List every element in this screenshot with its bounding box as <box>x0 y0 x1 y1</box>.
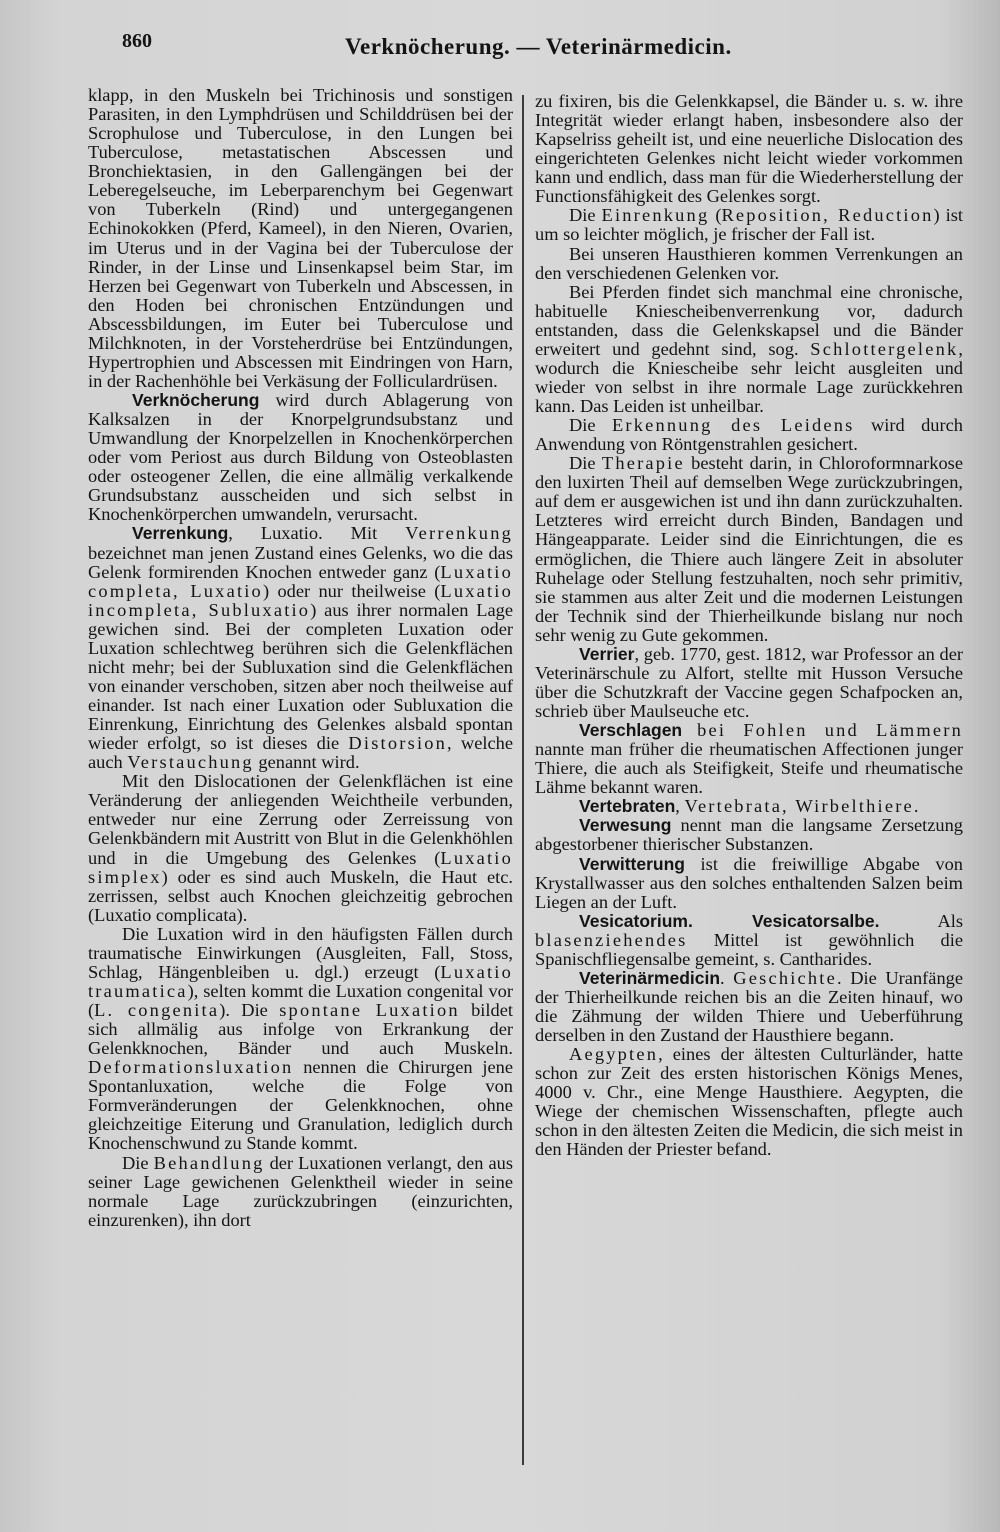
spaced-term: Luxatio incompleta, Subluxatio <box>88 580 513 620</box>
spaced-term: Luxatio completa, Luxatio <box>88 561 513 601</box>
spaced-term: spontane Luxation <box>279 1000 460 1020</box>
spaced-term: Luxatio simplex <box>88 847 513 887</box>
spaced-term: Schlottergelenk <box>810 338 959 359</box>
paragraph-erkennung <box>535 416 963 454</box>
entry-verwesung <box>535 816 963 854</box>
text-run: ( <box>709 205 722 226</box>
spaced-term: Therapie <box>601 453 685 474</box>
paragraph-hausthiere: Bei unseren Hausthieren kommen Verrenkungen an den verschiedenen Gelenken vor. <box>535 243 963 283</box>
text-run: Die <box>122 1152 154 1173</box>
text-run: , welche auch <box>88 733 513 773</box>
column-divider <box>522 95 524 1465</box>
spaced-term: Reposition, Reduction <box>721 205 934 226</box>
text-run: genannt wird. <box>253 752 360 773</box>
headword: Verwesung <box>579 815 672 836</box>
spaced-term: Einrenkung <box>601 205 710 226</box>
entry-verwitterung <box>535 855 963 912</box>
paragraph-continuation: klapp, in den Muskeln bei Trichinosis und sonstigen Parasiten, in den Lymphdrüsen und Schilddrüsen bei der Scrophulose und Tuberculose, in den Lungen bei Tuberculose, metastatischen Abscessen und Bronchiektasien, in den Gallengängen bei der Leberegelseuche, im Leberparenchym bei Gegenwart von Tuberkeln (Rind) und untergegangenen Echinokokken (Pferd, Kameel), in den Nieren, Ovarien, im Uterus und in der Vagina bei der Tuberculose der Rinder, in der Linse und Linsenkapsel beim Star, im Herzen bei Gegenwart von Tuberkeln und Abscessen, in den Hoden bei chronischen Entzündungen und Abscessbildungen, im Euter bei Tuberculose und Milchknoten, in der Vorsteherdrüse bei Entzündungen, Hypertrophien und Abscessen mit Eindringen von Harn, in der Rachenhöhle bei Verkäsung der Folliculardrüsen. <box>88 85 513 391</box>
headword: Verrenkung <box>132 523 229 544</box>
text-run: Mit den Dislocationen der Gelenkflächen ist eine Veränderung der anliegenden Weichtheile verbunden, entweder nur eine Zerrung oder Zerreissung von Gelenkbändern mit Austritt von Blut in die Gelenkhöhlen und in die Umgebung des Gelenkes ( <box>88 771 513 868</box>
headword: Verrier <box>579 643 635 664</box>
paragraph-einrenkung <box>535 206 963 244</box>
text-run: Die <box>569 453 602 474</box>
text-run: bildet sich allmälig aus infolge von Erkrankung der Gelenkknochen, Bänder und auch Muskeln. <box>88 1000 513 1059</box>
text-run: der Luxationen verlangt, den aus seiner Lage gewichenen Gelenktheil wieder in seine normale Lage zurückzubringen (einzurichten, einzurenken), ihn dort <box>88 1152 513 1230</box>
paragraph-dislocationen <box>88 772 513 925</box>
spaced-term: bei Fohlen und Lämmern <box>697 720 963 741</box>
spaced-term: Aegypten <box>569 1044 659 1065</box>
text-run: . <box>913 796 919 817</box>
spaced-term: Verrenkung <box>405 523 513 544</box>
text-run: nennen die Chirurgen jene Spontanluxation, welche die Folge von Formveränderungen der Gelenkknochen, ohne gleichzeitige Eiterung und Granulation, lediglich durch Knochenschwund zu Stande kommt. <box>88 1057 513 1154</box>
headword: Verschlagen <box>579 720 683 741</box>
text-run: Die Luxation wird in den häufigsten Fällen durch traumatische Einwirkungen (Ausgleiten, Fall, Stoss, Schlag, Hängenbleiben u. dgl.) erzeugt ( <box>88 923 513 982</box>
spaced-term: Verstauchung <box>127 752 254 773</box>
text-run: . Die Uranfänge der Thierheilkunde reichen bis an die Zeiten hinauf, wo die Zähmung der wilden Thiere und Ueberführung derselben in den Zustand der Hausthiere begann. <box>535 967 963 1046</box>
paragraph-aegypten <box>535 1045 963 1159</box>
headword: Verwitterung <box>579 853 685 874</box>
spaced-term: Erkennung des Leidens <box>612 415 855 436</box>
text-run: Als <box>879 910 963 931</box>
entry-vertebraten <box>535 797 963 816</box>
text-run: besteht darin, in Chloroformnarkose den luxirten Theil auf demselben Wege zurückzubringen, auf dem er ausgewichen ist und ihn dann zurückzuhalten. Letzteres wird erreicht durch Binden, Bandagen und Hängeapparate. Leider sind die Einrichtungen, die es ermöglichen, die Thiere auch längere Zeit in absoluter Ruhelage oder Stellung festzuhalten, noch sehr primitiv, sie stammen aus alter Zeit und die modernen Leistungen der Technik sind der Thierheilkunde bislang nur noch sehr wenig zu Gute gekommen. <box>535 453 963 645</box>
text-run <box>682 720 697 740</box>
paragraph-continuation: zu fixiren, bis die Gelenkkapsel, die Bänder u. s. w. ihre Integrität wieder erlangt haben, insbesondere also der Kapselriss geheilt ist, und eine neuerliche Dislocation des eingerichteten Gelenkes nicht leicht wieder vorkommen kann und endlich, dass man für die Wiederherstellung der Functionsfähigkeit des Gelenkes sorgt. <box>535 91 963 207</box>
page-header <box>0 26 1000 66</box>
headword: Verknöcherung <box>132 390 260 410</box>
entry-verrier <box>535 645 963 721</box>
text-run: ), selten kommt die Luxation congenital vor ( <box>88 980 513 1020</box>
entry-text: , geb. 1770, gest. 1812, war Professor an der Veterinärschule zu Alfort, stellte mit Husson Versuche über die Schutzkraft der Vaccine gegen Schafpocken an, schrieb über Maulseuche etc. <box>535 643 963 721</box>
running-head: Verknöcherung. — Veterinärmedicin. <box>345 34 732 59</box>
entry-verknoecherung <box>88 391 513 524</box>
entry-veterinaermedicin <box>535 969 963 1045</box>
spaced-term: L. congenita <box>94 1000 220 1020</box>
headword: Vesicatorium. Vesicatorsalbe. <box>579 910 880 931</box>
headword: Veterinärmedicin <box>579 967 721 988</box>
text-run: , Luxatio. Mit <box>228 523 406 544</box>
text-run: Bei Pferden findet sich manchmal eine chronische, habituelle Kniescheibenverrenkung vor, dadurch entstanden, dass die Gelenkskapsel und die Bänder erweitert und gedehnt sind, sog. <box>535 281 963 359</box>
text-run: . <box>720 967 734 988</box>
entry-verschlagen <box>535 721 963 797</box>
spaced-term: Geschichte <box>733 967 837 988</box>
text-run: ) oder nur theilweise ( <box>262 580 441 601</box>
entry-text: wird durch Ablagerung von Kalksalzen in der Knorpelgrundsubstanz und Umwandlung der Knorpelzellen in Knochenkörperchen oder vom Periost aus durch Bildung von Osteoblasten oder osteogener Zellen, die eine allmälig verkalkende Grundsubstanz ausscheiden und sich selbst in Knochenkörperchen umwandeln, verursacht. <box>88 390 513 525</box>
text-run: Mittel ist gewöhnlich die Spanischfliegensalbe gemeint, s. Cantharides. <box>535 929 963 969</box>
text-run: wird durch Anwendung von Röntgenstrahlen gesichert. <box>535 415 963 455</box>
spaced-term: Vertebrata, Wirbelthiere <box>684 796 914 817</box>
spaced-term: blasenziehendes <box>535 929 688 950</box>
text-run: nannte man früher die rheumatischen Affectionen junger Thiere, die auch als Steifigkeit, Steife und rheumatische Lähme bekannt waren. <box>535 739 963 798</box>
entry-vesicatorium <box>535 912 963 969</box>
paragraph-therapie <box>535 454 963 645</box>
paragraph-luxation <box>88 925 513 1154</box>
paragraph-pferde <box>535 283 963 416</box>
spaced-term: Luxatio traumatica <box>88 961 513 1001</box>
paragraph-behandlung <box>88 1154 513 1230</box>
text-run: ) aus ihrer normalen Lage gewichen sind. Bei der completen Luxation oder Luxation schlechtweg berühren sich die Gelenkflächen nicht mehr; bei der Subluxation sind die Gelenkflächen von einander verschoben, sitzen aber noch theilweise auf einander. Ist nach einer Luxation oder Subluxation die Einrenkung, Einrichtung des Gelenkes alsbald spontan wieder erfolgt, so ist dieses die <box>88 599 514 754</box>
spaced-term: Deformationsluxation <box>88 1057 294 1078</box>
text-run: , eines der ältesten Culturländer, hatte schon zur Zeit des ersten historischen Königs Menes, 4000 v. Chr., eine Menge Hausthiere. Aegypten, die Wiege der chemischen Wissenschaften, pflegte auch schon in den ältesten Zeiten die Medicin, die sich meist in den Händen der Priester befand. <box>535 1044 963 1160</box>
entry-verrenkung <box>88 524 513 772</box>
text-run: ) oder es sind auch Muskeln, die Haut etc. zerrissen, selbst auch Knochen gleichzeitig gebrochen (Luxatio complicata). <box>88 866 513 925</box>
spaced-term: Behandlung <box>153 1152 265 1173</box>
text-run: Die <box>569 205 602 226</box>
entry-text: ist die freiwillige Abgabe von Krystallwasser aus den solches enthaltenden Salzen beim Liegen an der Luft. <box>535 853 963 912</box>
text-run: Die <box>569 415 612 436</box>
text-run: ) ist um so leichter möglich, je frischer der Fall ist. <box>535 205 963 245</box>
entry-text: nennt man die langsame Zersetzung abgestorbener thierischer Substanzen. <box>535 815 963 855</box>
page-number: 860 <box>122 30 152 52</box>
text-run: bezeichnet man jenen Zustand eines Gelenks, wo die das Gelenk formirenden Knochen entweder ganz ( <box>88 542 513 582</box>
right-column <box>535 92 963 1160</box>
headword: Vertebraten <box>579 796 676 817</box>
text-run: , wodurch die Kniescheibe sehr leicht ausgleiten und wieder von selbst in ihre normale Lage zurückkehren kann. Das Leiden ist unheilbar. <box>535 338 963 416</box>
text-run: ). Die <box>219 1000 280 1020</box>
left-column <box>88 86 513 1230</box>
spaced-term: Distorsion <box>348 733 448 754</box>
text-run: , <box>675 796 685 817</box>
